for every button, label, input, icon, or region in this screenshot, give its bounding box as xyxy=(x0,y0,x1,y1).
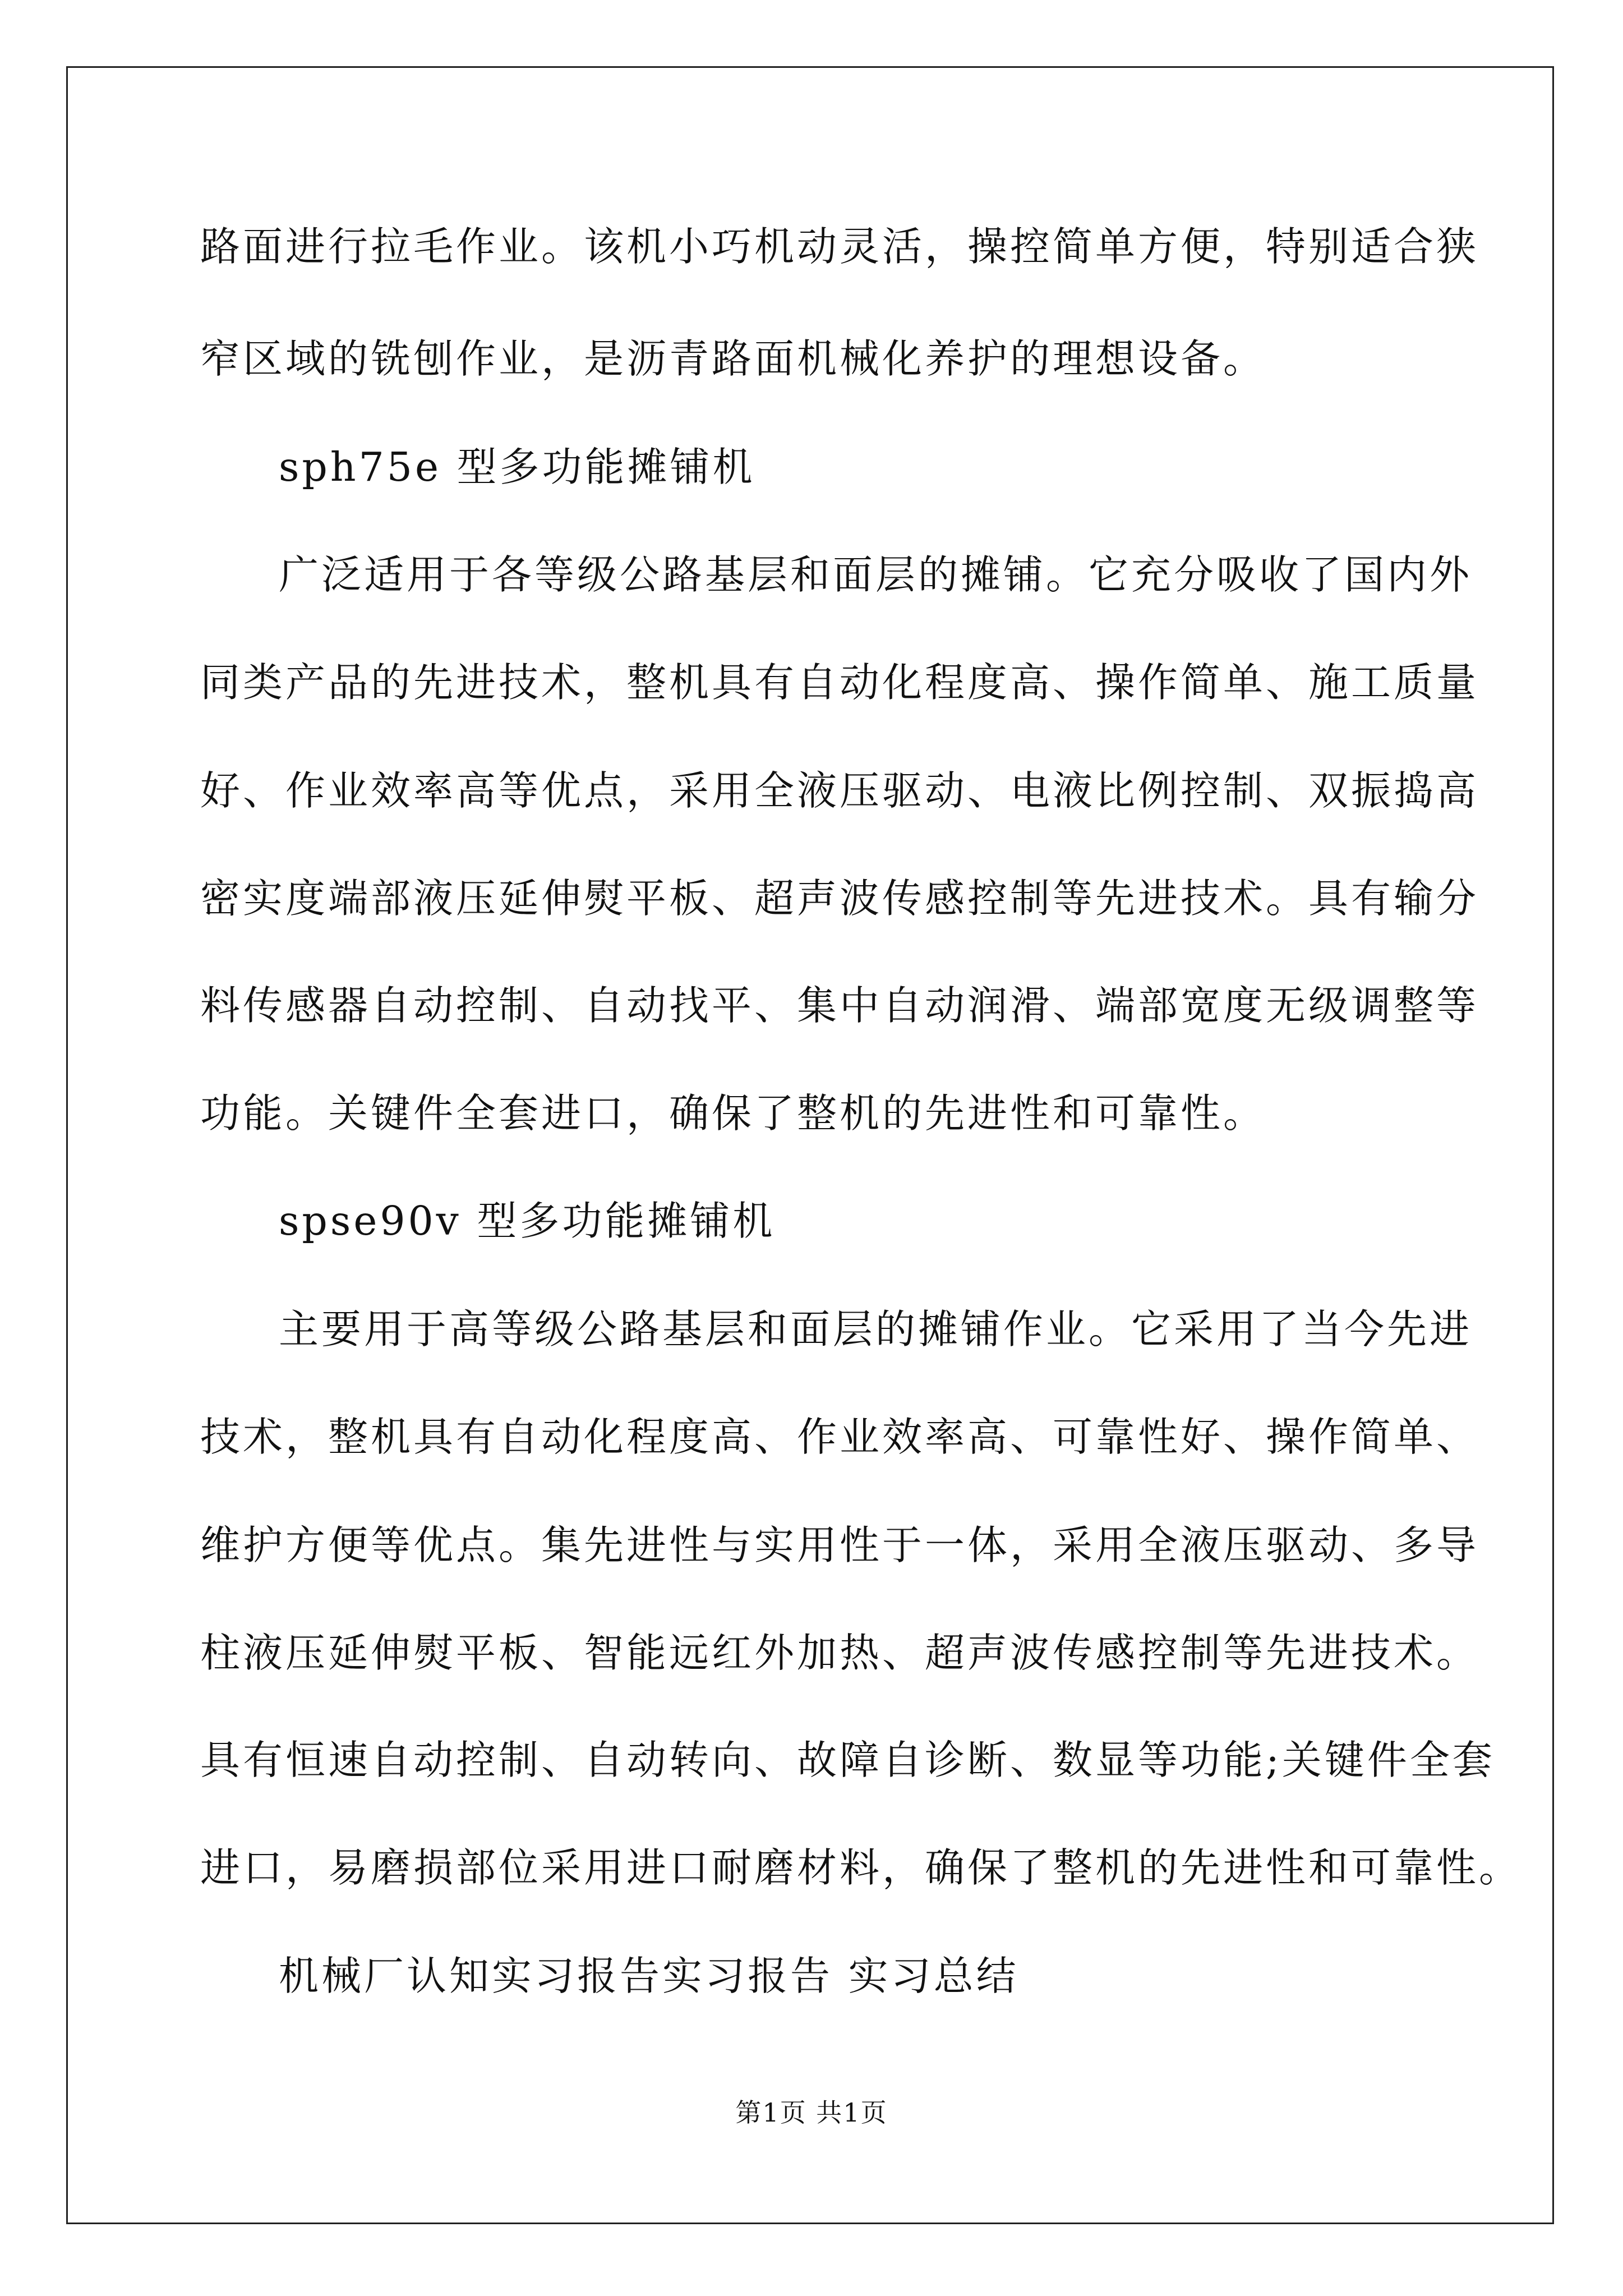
paragraph-line: 主要用于高等级公路基层和面层的摊铺作业。它采用了当今先进 xyxy=(279,1306,1473,1352)
paragraph-line: 广泛适用于各等级公路基层和面层的摊铺。它充分吸收了国内外 xyxy=(279,551,1473,598)
paragraph-line: 柱液压延伸熨平板、智能远红外加热、超声波传感控制等先进技术。 xyxy=(200,1630,1479,1676)
paragraph-line: 功能。关键件全套进口，确保了整机的先进性和可靠性。 xyxy=(200,1090,1266,1137)
paragraph-line: 密实度端部液压延伸熨平板、超声波传感控制等先进技术。具有输分 xyxy=(200,875,1479,922)
paragraph-line: 维护方便等优点。集先进性与实用性于一体，采用全液压驱动、多导 xyxy=(200,1522,1479,1568)
section-heading-spse90v: spse90v 型多功能摊铺机 xyxy=(279,1198,776,1244)
paragraph-line: 具有恒速自动控制、自动转向、故障自诊断、数显等功能;关键件全套 xyxy=(200,1737,1495,1783)
paragraph-line: 好、作业效率高等优点，采用全液压驱动、电液比例控制、双振捣高 xyxy=(200,767,1479,814)
paragraph-line: 进口，易磨损部位采用进口耐磨材料，确保了整机的先进性和可靠性。 xyxy=(200,1844,1522,1891)
page-footer: 第1页 共1页 xyxy=(735,2097,888,2128)
page-border xyxy=(66,66,1554,2224)
paragraph-line: 料传感器自动控制、自动找平、集中自动润滑、端部宽度无级调整等 xyxy=(200,982,1479,1029)
closing-title: 机械厂认知实习报告实习报告 实习总结 xyxy=(279,1953,1019,1999)
paragraph-line: 窄区域的铣刨作业，是沥青路面机械化养护的理想设备。 xyxy=(200,335,1266,382)
paragraph-line: 技术，整机具有自动化程度高、作业效率高、可靠性好、操作简单、 xyxy=(200,1414,1479,1460)
paragraph-line: 路面进行拉毛作业。该机小巧机动灵活，操控简单方便，特别适合狭 xyxy=(200,223,1479,270)
section-heading-sph75e: sph75e 型多功能摊铺机 xyxy=(279,444,755,490)
paragraph-line: 同类产品的先进技术，整机具有自动化程度高、操作简单、施工质量 xyxy=(200,659,1479,706)
